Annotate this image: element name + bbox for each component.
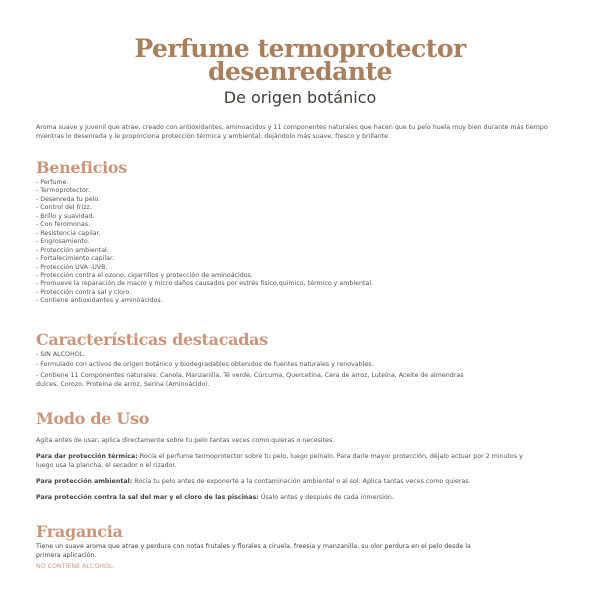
fragancia-text: Tiene un suave aroma que atrae y perdura con notas frutales y florales a ciruela, freesia y manzanilla, su olor perdura en el pelo desde la primera aplicación. [36,543,471,559]
page-title-line-1: Perfume termoprotector [134,34,466,63]
caracteristicas-item: - Formulado con activos de origen botánico y biodegradables obtenidos de fuentes naturales y renovables. [36,361,374,368]
step-text: Rocía tu pelo antes de exponerte a la contaminación ambiental o al sol. Aplica tantas veces como quieras. [132,478,471,485]
list-item: - Protección UVA -UVB. [36,263,108,271]
beneficios-list [36,179,373,306]
modo-de-uso-intro: Agita antes de usar, aplica directamente sobre tu pelo tantas veces como quieras o necesites. [36,437,335,444]
modo-de-uso-step [36,478,556,487]
heading-caracteristicas: Características destacadas [36,330,268,349]
list-item: - Con feromonas. [36,221,91,229]
list-item: - Engrosamiento. [36,238,90,246]
intro-paragraph: Aroma suave y juvenil que atrae, creado con antioxidantes, aminoacidos y 11 componentes naturales que hacen que tu pelo huela muy bien durante más tiempo mientras lo desenreda y le proporciona protección térmica y ambiental, dejándolo más suave, fresco y brillante. [36,124,548,141]
step-label: Para dar protección térmica: [36,453,138,460]
modo-de-uso-step [36,494,556,503]
page-subtitle: De origen botánico [223,88,377,107]
caracteristicas-item: - SIN ALCOHOL. [36,351,86,358]
caracteristicas-item: - Contiene 11 Componentes naturales: Canola, Manzanilla, Té verde, Cúrcuma, Quercetina, Cera de arroz, Luteína, Aceite de almendras dulces, Corozo, Proteína de arroz, Serina (Aminoácido). [36,372,464,388]
step-text: Úsalo antes y después de cada inmersión. [258,494,394,501]
no-alcohol-note: NO CONTIENE ALCOHOL. [36,563,115,570]
list-item: - Protección ambiental. [36,246,109,254]
list-item: - Desenreda tu pelo. [36,195,101,203]
list-item: - Protección contra el ozono, cigarrillos y protección de aminoácidos. [36,271,253,279]
list-item: - Fortalecimiento capilar. [36,255,115,263]
modo-de-uso-step [36,453,526,470]
heading-beneficios: Beneficios [36,158,127,177]
list-item: - Control del frizz. [36,204,92,212]
page-title-line-2: desenredante [208,57,392,86]
list-item: - Resistencia capilar. [36,229,101,237]
step-label: Para protección ambiental: [36,478,133,485]
heading-modo-de-uso: Modo de Uso [36,409,150,428]
list-item: - Perfume. [36,179,69,186]
list-item: - Contiene antioxidantes y aminoácidos. [36,297,163,305]
list-item: - Promueve la reparación de macro y micro daños causados por estrés físico,químico, térmico y ambiental. [36,280,374,288]
heading-fragancia: Fragancia [36,522,123,541]
list-item: - Termoprotector. [36,187,90,195]
step-text: Rocía el perfume termoprotector sobre tu pelo, luego peínalo. Para darle mayor protección, déjalo actuar por 2 minutos y luego usa la plancha, el secador o el rizador. [36,453,523,469]
list-item: - Protección contra sal y cloro. [36,288,132,296]
step-label: Para protección contra la sal del mar y el cloro de las piscinas: [36,494,259,501]
list-item: - Brillo y suavidad. [36,212,95,220]
